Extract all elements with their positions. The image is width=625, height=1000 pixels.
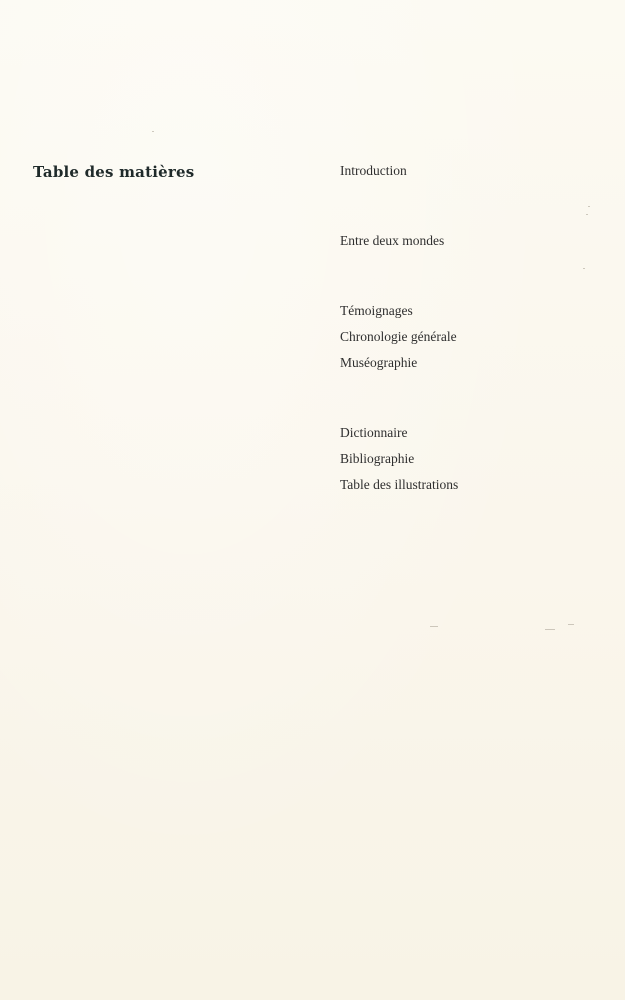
toc-entry-label: Bibliographie bbox=[340, 451, 415, 466]
paper-speck bbox=[545, 629, 555, 630]
toc-entry-label: Dictionnaire bbox=[340, 425, 408, 440]
paper-speck bbox=[568, 624, 574, 625]
toc-entry-label: Introduction bbox=[340, 163, 407, 178]
paper-speck bbox=[588, 206, 590, 207]
toc-entry-label: Témoignages bbox=[340, 303, 413, 318]
toc-heading: Table des matières bbox=[33, 163, 195, 181]
toc-entry-label: Muséographie bbox=[340, 355, 418, 370]
toc-entry-label: Entre deux mondes bbox=[340, 233, 445, 248]
paper-speck bbox=[583, 268, 585, 269]
toc-entry-label: Table des illustrations bbox=[340, 477, 459, 492]
paper-speck bbox=[152, 131, 154, 132]
paper-speck bbox=[586, 214, 588, 215]
toc-entry-label: Chronologie générale bbox=[340, 329, 457, 344]
paper-speck bbox=[430, 626, 438, 627]
